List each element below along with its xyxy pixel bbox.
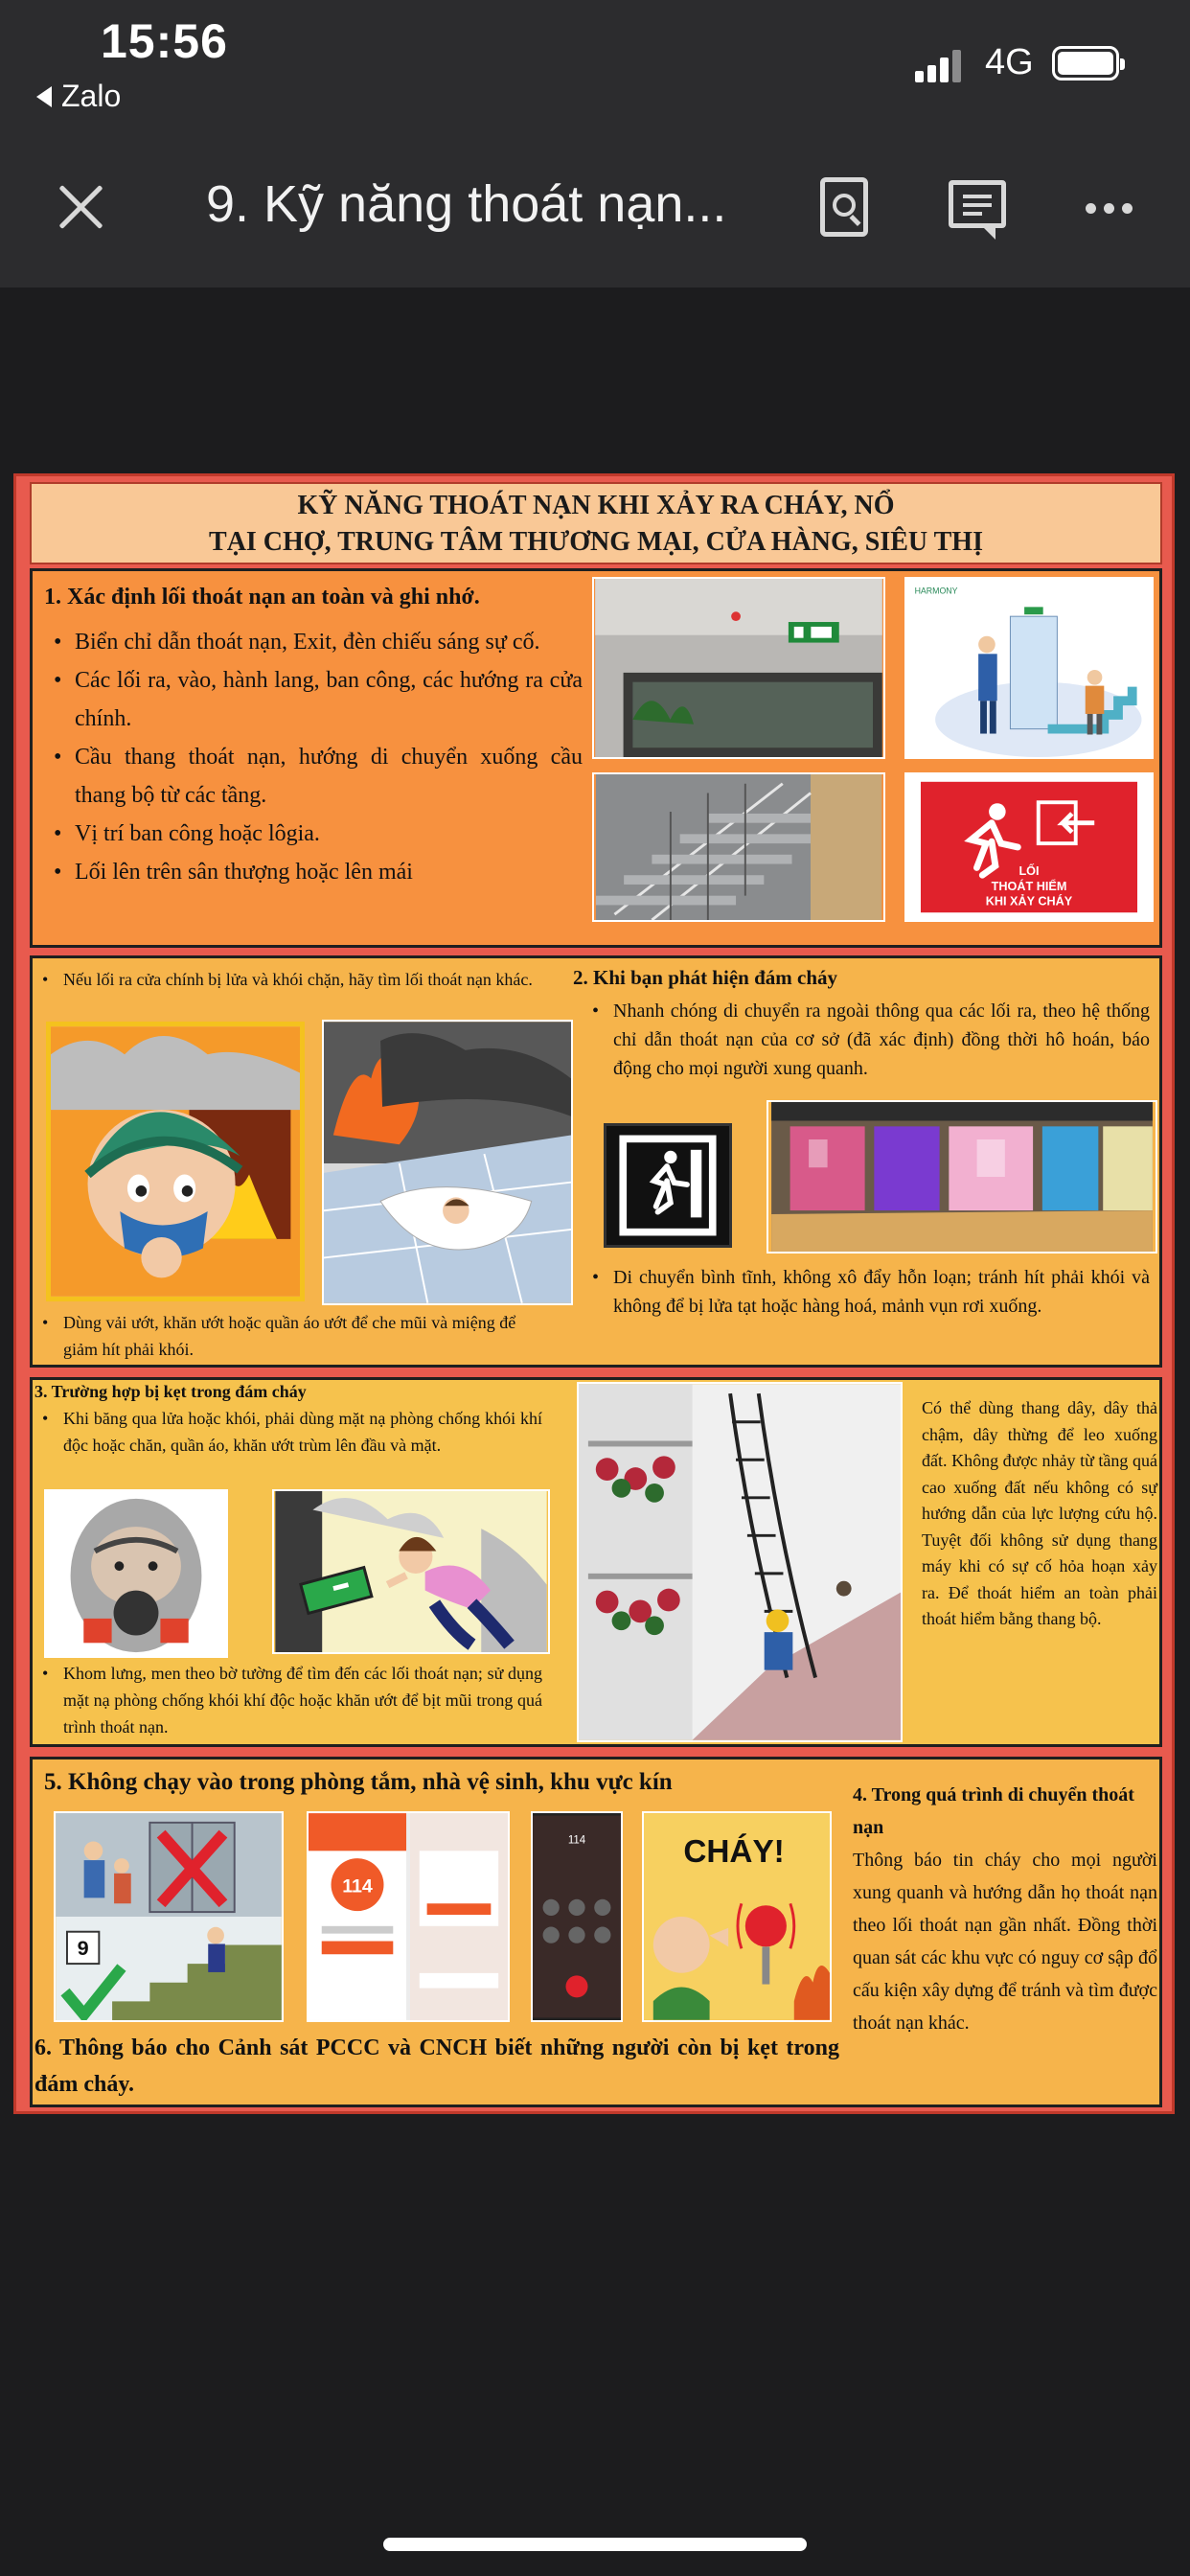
section4-text: Thông báo tin cháy cho mọi người xung quanh và hướng dẫn họ thoát nạn theo lối thoát nạn gần nhất. Đồng thời quan sát các khu vực có nguy cơ sập đổ cấu kiện xây dựng để tránh và tìm được thoát nạn khác. (853, 1850, 1157, 2034)
list-item: • Khom lưng, men theo bờ tường để tìm đến các lối thoát nạn; sử dụng mặt nạ phòng chống khói khí độc hoặc khăn ướt để bịt mũi trong quá trình thoát nạn. (34, 1660, 542, 1740)
phone-number-label: 114 (342, 1875, 373, 1898)
status-bar (0, 0, 1190, 125)
signal-strength-icon (915, 50, 965, 82)
list-item: • Cầu thang thoát nạn, hướng di chuyển xuống cầu thang bộ từ các tầng. (46, 738, 583, 815)
comment-icon[interactable] (949, 180, 1006, 228)
list-item: • Dùng vải ướt, khăn ướt hoặc quần áo ướt để che mũi và miệng để giảm hít phải khói. (34, 1309, 552, 1363)
crouching-woman-illustration (272, 1489, 550, 1654)
section5-heading: 5. Không chạy vào trong phòng tắm, nhà vệ sinh, khu vực kín (44, 1769, 673, 1795)
list-item: • Nhanh chóng di chuyển ra ngoài thông qua các lối ra, theo hệ thống chỉ dẫn thoát nạn của cơ sở (đã xác định) đồng thời hô hoán, báo động cho mọi người xung quanh. (584, 997, 1150, 1083)
poster-title-line1: KỸ NĂNG THOÁT NẠN KHI XẢY RA CHÁY, NỔ (297, 491, 895, 520)
battery-icon (1052, 46, 1119, 80)
crawling-person-illustration (322, 1020, 573, 1305)
exit-pictogram (604, 1123, 732, 1248)
list-item: • Di chuyển bình tĩnh, không xô đẩy hỗn loạn; tránh hít phải khói và không để bị lửa tạt hoặc hàng hoá, mảnh vụn rơi xuống. (584, 1263, 1150, 1321)
poster-image (13, 473, 1175, 2114)
section2-heading: 2. Khi bạn phát hiện đám cháy (573, 966, 837, 989)
list-item: • Lối lên trên sân thượng hoặc lên mái (46, 853, 583, 891)
list-item: • Vị trí ban công hoặc lôgia. (46, 815, 583, 853)
emergency-exit-sign (904, 772, 1154, 922)
poster-title-line2: TẠI CHỢ, TRUNG TÂM THƯƠNG MẠI, CỬA HÀNG, SIÊU THỊ (209, 527, 983, 557)
emergency-call-screenshots (307, 1811, 510, 2022)
section3-right-text: Có thể dùng thang dây, dây thả chậm, dây thừng để leo xuống đất. Không được nhảy từ tầng quá cao xuống đất nếu không có sự hướng dẫn của lực lượng cứu hộ. Tuyệt đối không sử dụng thang máy khi có sự cố hỏa hoạn xảy ra. Để thoát hiểm an toàn phải thoát hiểm bằng thang bộ. (922, 1398, 1157, 1628)
more-options-icon[interactable] (1086, 203, 1133, 214)
document-search-icon[interactable] (820, 177, 868, 237)
phone-calling-screen (531, 1811, 623, 2022)
section3-heading: 3. Trường hợp bị kẹt trong đám cháy (34, 1382, 307, 1401)
close-icon[interactable] (56, 182, 105, 232)
fire-alarm-illustration (642, 1811, 832, 2022)
document-toolbar (0, 125, 1190, 288)
list-item: • Khi băng qua lửa hoặc khói, phải dùng mặt nạ phòng chống khói khí độc hoặc chăn, quần áo, khăn ướt trùm lên đầu và mặt. (34, 1405, 542, 1459)
exit-sign-photo (592, 577, 885, 759)
chay-shout-text: CHÁY! (683, 1834, 785, 1871)
back-to-app-button[interactable] (36, 79, 121, 114)
sign-text-2: THOÁT HIỂM (991, 879, 1067, 893)
sign-text-3: KHI XẢY CHÁY (985, 894, 1073, 908)
section-trapped (30, 1377, 1162, 1747)
list-item: • Nếu lối ra cửa chính bị lửa và khói chặn, hãy tìm lối thoát nạn khác. (34, 966, 552, 993)
section-fire-detected (30, 955, 1162, 1368)
document-title: 9. Kỹ năng thoát nạn... (206, 175, 727, 233)
section1-list (46, 623, 583, 891)
back-triangle-icon (36, 86, 52, 107)
home-indicator[interactable] (383, 2538, 807, 2551)
elevator-stairs-illustration (54, 1811, 284, 2022)
list-item: • Các lối ra, vào, hành lang, ban công, các hướng ra cửa chính. (46, 661, 583, 738)
section1-heading: 1. Xác định lối thoát nạn an toàn và ghi nhớ. (44, 585, 480, 610)
list-item: • Biển chỉ dẫn thoát nạn, Exit, đèn chiếu sáng sự cố. (46, 623, 583, 661)
section4-heading: 4. Trong quá trình di chuyển thoát nạn (853, 1784, 1134, 1838)
section-notify (30, 1757, 1162, 2107)
logo-text: HARMONY (914, 586, 958, 596)
rope-ladder-illustration (577, 1382, 903, 1742)
floor-number: 9 (77, 1936, 89, 1961)
calling-number: 114 (567, 1834, 586, 1847)
sign-text-1: LỐI (1018, 864, 1040, 879)
section-escape-routes (30, 568, 1162, 948)
network-type: 4G (985, 42, 1034, 82)
section6-heading: 6. Thông báo cho Cảnh sát PCCC và CNCH biết những người còn bị kẹt trong đám cháy. (34, 2036, 839, 2097)
gas-mask-photo (44, 1489, 228, 1658)
poster-title (30, 482, 1162, 564)
exit-illustration (904, 577, 1154, 759)
staircase-photo (592, 772, 885, 922)
back-app-label: Zalo (61, 79, 122, 113)
shopping-mall-photo (767, 1100, 1157, 1254)
status-time: 15:56 (101, 14, 228, 68)
child-cover-mouth-illustration (46, 1022, 305, 1301)
